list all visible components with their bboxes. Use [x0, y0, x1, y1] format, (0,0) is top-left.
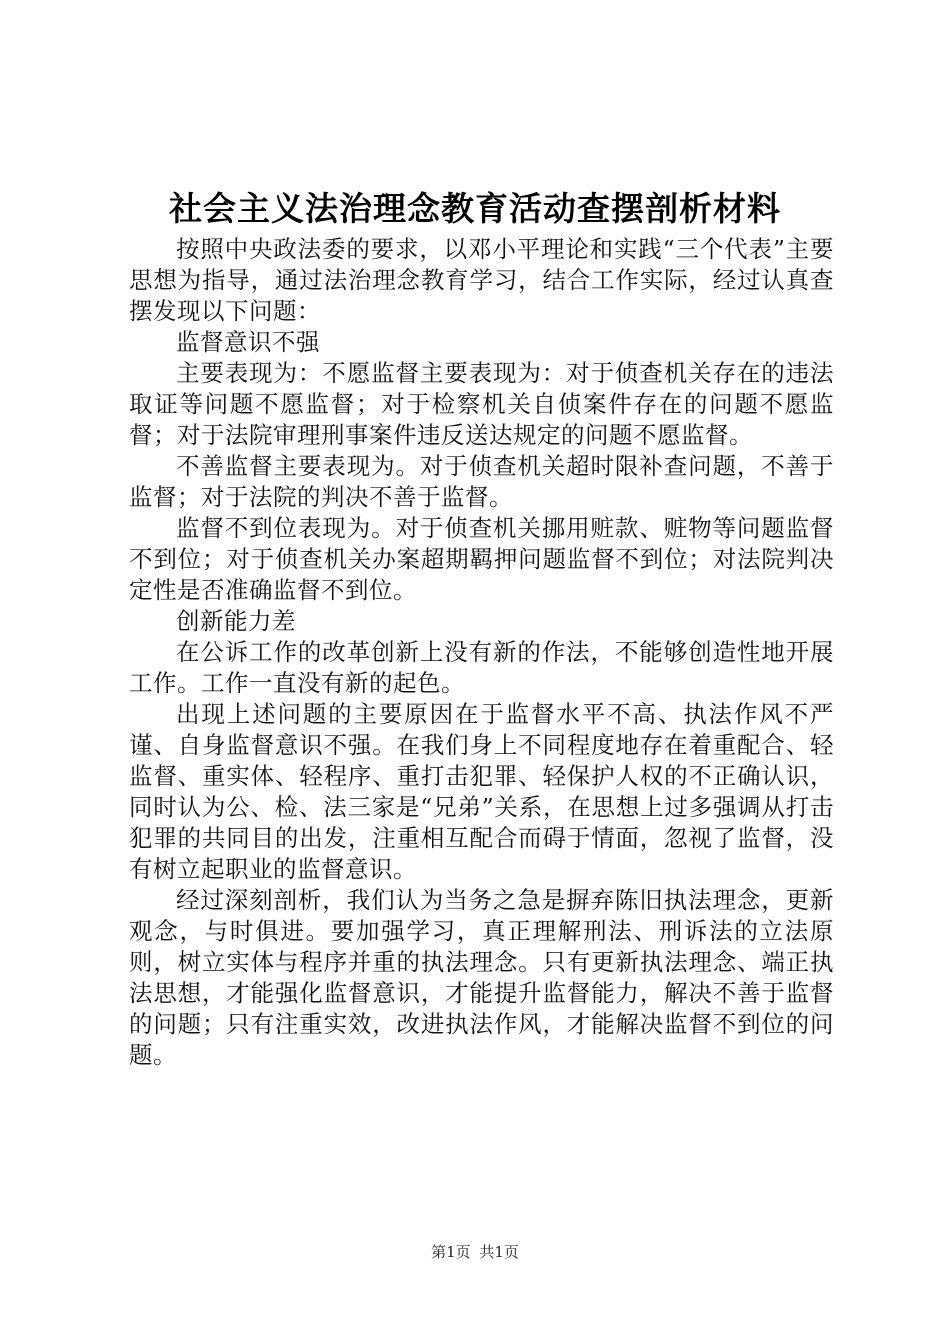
section-heading-innovation: 创新能力差: [176, 607, 296, 635]
paragraph-intro: 按照中央政法委的要求，以邓小平理论和实践“三个代表”主要思想为指导，通过法治理念教育学习，结合工作实际，经过认真查摆发现以下问题：: [129, 235, 834, 325]
paragraph-poor-supervision: 不善监督主要表现为。对于侦查机关超时限补查问题，不善于监督；对于法院的判决不善于监督。: [129, 452, 834, 511]
page-total: 共1页: [479, 1243, 519, 1261]
paragraph-causes: 出现上述问题的主要原因在于监督水平不高、执法作风不严谨、自身监督意识不强。在我们身上不同程度地存在着重配合、轻监督、重实体、轻程序、重打击犯罪、轻保护人权的不正确认识，同时认为公、检、法三家是“兄弟”关系，在思想上过多强调从打击犯罪的共同目的出发，注重相互配合而碍于情面，忽视了监督，没有树立起职业的监督意识。: [129, 700, 834, 883]
paragraph-conclusion: 经过深刻剖析，我们认为当务之急是摒弃陈旧执法理念，更新观念，与时俱进。要加强学习，真正理解刑法、刑诉法的立法原则，树立实体与程序并重的执法理念。只有更新执法理念、端正执法思想，才能强化监督意识，才能提升监督能力，解决不善于监督的问题；只有注重实效，改进执法作风，才能解决监督不到位的问题。: [129, 886, 834, 1069]
paragraph-unwilling-supervision: 主要表现为：不愿监督主要表现为：对于侦查机关存在的违法取证等问题不愿监督；对于检察机关自侦案件存在的问题不愿监督；对于法院审理刑事案件违反送达规定的问题不愿监督。: [129, 359, 834, 449]
document-body: [129, 234, 834, 1071]
page-number: 第1页: [431, 1243, 471, 1261]
paragraph-innovation: 在公诉工作的改革创新上没有新的作法，不能够创造性地开展工作。工作一直没有新的起色。: [129, 638, 834, 697]
paragraph-inadequate-supervision: 监督不到位表现为。对于侦查机关挪用赃款、赃物等问题监督不到位；对于侦查机关办案超期羁押问题监督不到位；对法院判决定性是否准确监督不到位。: [129, 514, 834, 604]
document-title: 社会主义法治理念教育活动查摆剖析材料: [169, 189, 781, 228]
section-heading-supervision-awareness: 监督意识不强: [176, 328, 320, 356]
page-footer: [0, 1242, 950, 1262]
